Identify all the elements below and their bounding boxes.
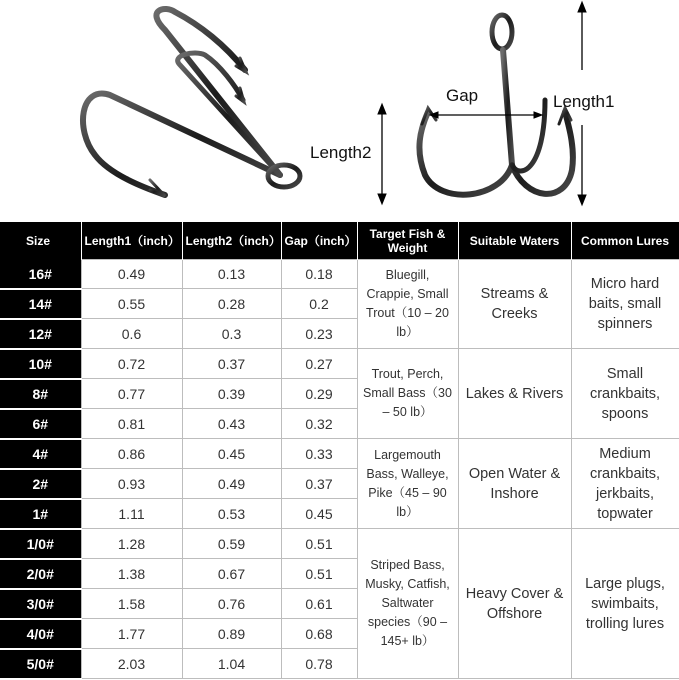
gap-arrow bbox=[430, 112, 542, 118]
gap-cell: 0.37 bbox=[281, 469, 357, 499]
table-row bbox=[0, 439, 679, 469]
table-row bbox=[0, 349, 679, 379]
size-cell: 2# bbox=[0, 469, 81, 499]
lures-cell: Medium crankbaits, jerkbaits, topwater bbox=[571, 439, 679, 529]
length2-cell: 0.43 bbox=[182, 409, 281, 439]
length2-cell: 0.13 bbox=[182, 260, 281, 289]
length1-cell: 0.81 bbox=[81, 409, 182, 439]
length1-cell: 2.03 bbox=[81, 649, 182, 679]
lures-cell: Micro hard baits, small spinners bbox=[571, 260, 679, 349]
hook-size-table bbox=[0, 222, 679, 680]
length2-label: Length2 bbox=[310, 143, 372, 162]
size-cell: 5/0# bbox=[0, 649, 81, 679]
target-fish-cell: Trout, Perch, Small Bass（30 – 50 lb） bbox=[357, 349, 458, 439]
size-cell: 16# bbox=[0, 260, 81, 289]
gap-cell: 0.51 bbox=[281, 559, 357, 589]
size-cell: 3/0# bbox=[0, 589, 81, 619]
header-target-fish: Target Fish & Weight bbox=[357, 222, 458, 260]
length1-cell: 0.93 bbox=[81, 469, 182, 499]
left-hook-icon bbox=[83, 9, 300, 196]
length2-cell: 0.89 bbox=[182, 619, 281, 649]
gap-cell: 0.51 bbox=[281, 529, 357, 559]
size-cell: 4/0# bbox=[0, 619, 81, 649]
size-cell: 14# bbox=[0, 289, 81, 319]
waters-cell: Open Water & Inshore bbox=[458, 439, 571, 529]
size-cell: 1/0# bbox=[0, 529, 81, 559]
header-length2: Length2（inch） bbox=[182, 222, 281, 260]
size-cell: 8# bbox=[0, 379, 81, 409]
target-fish-cell: Largemouth Bass, Walleye, Pike（45 – 90 lb） bbox=[357, 439, 458, 529]
gap-cell: 0.78 bbox=[281, 649, 357, 679]
length2-cell: 0.67 bbox=[182, 559, 281, 589]
size-cell: 12# bbox=[0, 319, 81, 349]
gap-cell: 0.45 bbox=[281, 499, 357, 529]
header-suitable-waters: Suitable Waters bbox=[458, 222, 571, 260]
gap-cell: 0.32 bbox=[281, 409, 357, 439]
target-fish-cell: Striped Bass, Musky, Catfish, Saltwater species（90 – 145+ lb） bbox=[357, 529, 458, 679]
length1-cell: 0.55 bbox=[81, 289, 182, 319]
gap-cell: 0.68 bbox=[281, 619, 357, 649]
length2-cell: 0.37 bbox=[182, 349, 281, 379]
waters-cell: Streams & Creeks bbox=[458, 260, 571, 349]
gap-label: Gap bbox=[446, 86, 479, 105]
length1-cell: 0.86 bbox=[81, 439, 182, 469]
size-cell: 10# bbox=[0, 349, 81, 379]
size-cell: 2/0# bbox=[0, 559, 81, 589]
length1-cell: 1.58 bbox=[81, 589, 182, 619]
length2-cell: 0.49 bbox=[182, 469, 281, 499]
hook-illustration-area bbox=[0, 0, 679, 222]
gap-cell: 0.33 bbox=[281, 439, 357, 469]
length1-label: Length1 bbox=[553, 92, 615, 111]
lures-cell: Large plugs, swimbaits, trolling lures bbox=[571, 529, 679, 679]
header-common-lures: Common Lures bbox=[571, 222, 679, 260]
length2-cell: 0.45 bbox=[182, 439, 281, 469]
length1-cell: 0.72 bbox=[81, 349, 182, 379]
length1-cell: 0.49 bbox=[81, 260, 182, 289]
gap-cell: 0.23 bbox=[281, 319, 357, 349]
target-fish-cell: Bluegill, Crappie, Small Trout（10 – 20 lb） bbox=[357, 260, 458, 349]
gap-cell: 0.61 bbox=[281, 589, 357, 619]
size-cell: 1# bbox=[0, 499, 81, 529]
size-cell: 6# bbox=[0, 409, 81, 439]
waters-cell: Lakes & Rivers bbox=[458, 349, 571, 439]
length2-cell: 0.3 bbox=[182, 319, 281, 349]
header-size: Size bbox=[0, 222, 81, 260]
table-header-row bbox=[0, 222, 679, 260]
gap-cell: 0.29 bbox=[281, 379, 357, 409]
gap-cell: 0.18 bbox=[281, 260, 357, 289]
length2-cell: 0.76 bbox=[182, 589, 281, 619]
length2-cell: 1.04 bbox=[182, 649, 281, 679]
table-row bbox=[0, 260, 679, 289]
length1-cell: 1.28 bbox=[81, 529, 182, 559]
gap-cell: 0.2 bbox=[281, 289, 357, 319]
lures-cell: Small crankbaits, spoons bbox=[571, 349, 679, 439]
length2-cell: 0.28 bbox=[182, 289, 281, 319]
length1-cell: 1.77 bbox=[81, 619, 182, 649]
length2-cell: 0.59 bbox=[182, 529, 281, 559]
length1-cell: 1.38 bbox=[81, 559, 182, 589]
length2-cell: 0.39 bbox=[182, 379, 281, 409]
length2-arrow bbox=[378, 104, 386, 204]
header-gap: Gap（inch） bbox=[281, 222, 357, 260]
size-cell: 4# bbox=[0, 439, 81, 469]
table-row bbox=[0, 529, 679, 559]
length2-cell: 0.53 bbox=[182, 499, 281, 529]
waters-cell: Heavy Cover & Offshore bbox=[458, 529, 571, 679]
gap-cell: 0.27 bbox=[281, 349, 357, 379]
header-length1: Length1（inch） bbox=[81, 222, 182, 260]
length1-cell: 0.6 bbox=[81, 319, 182, 349]
right-hook-icon bbox=[419, 15, 572, 195]
length1-cell: 0.77 bbox=[81, 379, 182, 409]
length1-cell: 1.11 bbox=[81, 499, 182, 529]
